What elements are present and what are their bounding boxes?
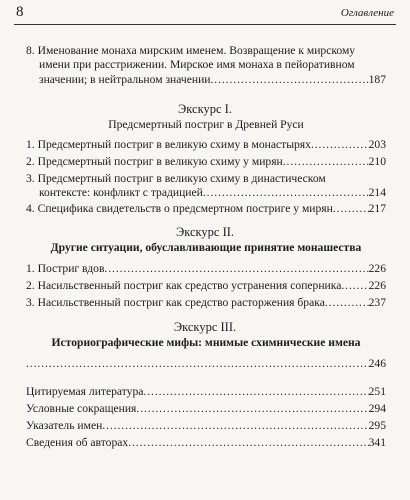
dot-leader xyxy=(311,138,369,152)
toc-entry-text: 2. Предсмертный постриг в великую схиму у мирян xyxy=(26,155,283,168)
toc-entry-text: 1. Предсмертный постриг в великую схиму в монастырях xyxy=(26,138,311,151)
excursus-3-subtitle: Историографические мифы: мнимые схимнические имена xyxy=(51,336,361,349)
toc-entry-text: Условные сокращения xyxy=(26,402,137,415)
toc-entry-back-matter xyxy=(26,385,386,399)
dot-leader xyxy=(143,385,368,399)
dot-leader xyxy=(203,186,369,200)
toc-entry xyxy=(26,155,386,169)
toc-entry-text: Цитируемая литература xyxy=(26,385,144,398)
dot-leader xyxy=(211,73,369,87)
toc-page-number: 214 xyxy=(368,186,386,200)
toc-page-number: 237 xyxy=(368,296,386,309)
toc-entry-text: контексте: конфликт с традицией xyxy=(39,186,203,200)
running-head: Оглавление xyxy=(340,7,394,19)
toc-entry-text: 2. Насильственный постриг как средство устранения соперника xyxy=(26,279,342,292)
excursus-2-subtitle: Другие ситуации, обуславливающие принятие монашества xyxy=(50,241,362,254)
dot-leader xyxy=(136,402,368,416)
toc-entry xyxy=(26,172,386,201)
toc-page-number: 294 xyxy=(368,402,386,415)
toc-entry-text: Указатель имен xyxy=(26,419,103,432)
toc-entry-text: имени при расстрижении. Мирское имя монаха в пейоративном xyxy=(39,58,355,72)
toc-entry xyxy=(26,138,386,152)
dot-leader xyxy=(104,262,368,276)
excursus-2-title: Экскурс II. xyxy=(175,225,235,239)
dot-leader xyxy=(333,202,369,216)
toc-page-number: 187 xyxy=(368,72,386,86)
toc-entry-text: 4. Специфика свидетельств о предсмертном постриге у мирян xyxy=(26,202,333,215)
toc-entry-back-matter xyxy=(26,402,386,416)
toc-entry xyxy=(26,357,386,371)
toc-page-number: 226 xyxy=(368,279,386,292)
dot-leader xyxy=(325,296,369,310)
dot-leader xyxy=(102,419,368,433)
dot-leader xyxy=(26,357,369,371)
toc-page-number: 226 xyxy=(368,262,386,275)
toc-page-number: 246 xyxy=(368,357,386,370)
toc-page-number: 295 xyxy=(368,419,386,432)
excursus-1-subtitle: Предсмертный постриг в Древней Руси xyxy=(108,118,304,131)
toc-page-number: 210 xyxy=(368,155,386,168)
toc-page-number: 341 xyxy=(368,436,386,449)
toc-entry xyxy=(26,262,386,276)
page-number: 8 xyxy=(16,4,24,20)
dot-leader xyxy=(341,279,368,293)
toc-entry-text: 1. Постриг вдов xyxy=(26,262,105,275)
toc-page-number: 251 xyxy=(368,385,386,398)
toc-entry xyxy=(26,279,386,293)
toc-entry-text: 8. Именование монаха мирским именем. Возвращение к мирскому xyxy=(26,44,356,57)
toc-page-number: 217 xyxy=(368,202,386,215)
toc-entry-back-matter xyxy=(26,419,386,433)
toc-entry xyxy=(26,202,386,216)
dot-leader xyxy=(128,436,368,450)
dot-leader xyxy=(283,155,369,169)
toc-entry-text: значении; в нейтральном значении xyxy=(39,72,211,86)
toc-entry-text: 3. Предсмертный постриг в великую схиму в династическом xyxy=(26,172,326,185)
toc-entry-text: 3. Насильственный постриг как средство расторжения брака xyxy=(26,296,325,309)
toc-page-number: 203 xyxy=(368,138,386,151)
toc-entry-8 xyxy=(26,44,386,87)
toc-entry-text: Сведения об авторах xyxy=(26,436,129,449)
page-header xyxy=(14,4,396,25)
toc-entry xyxy=(26,296,386,310)
excursus-1-title: Экскурс I. xyxy=(178,102,232,116)
excursus-3-title: Экскурс III. xyxy=(173,320,237,334)
toc-entry-back-matter xyxy=(26,436,386,450)
